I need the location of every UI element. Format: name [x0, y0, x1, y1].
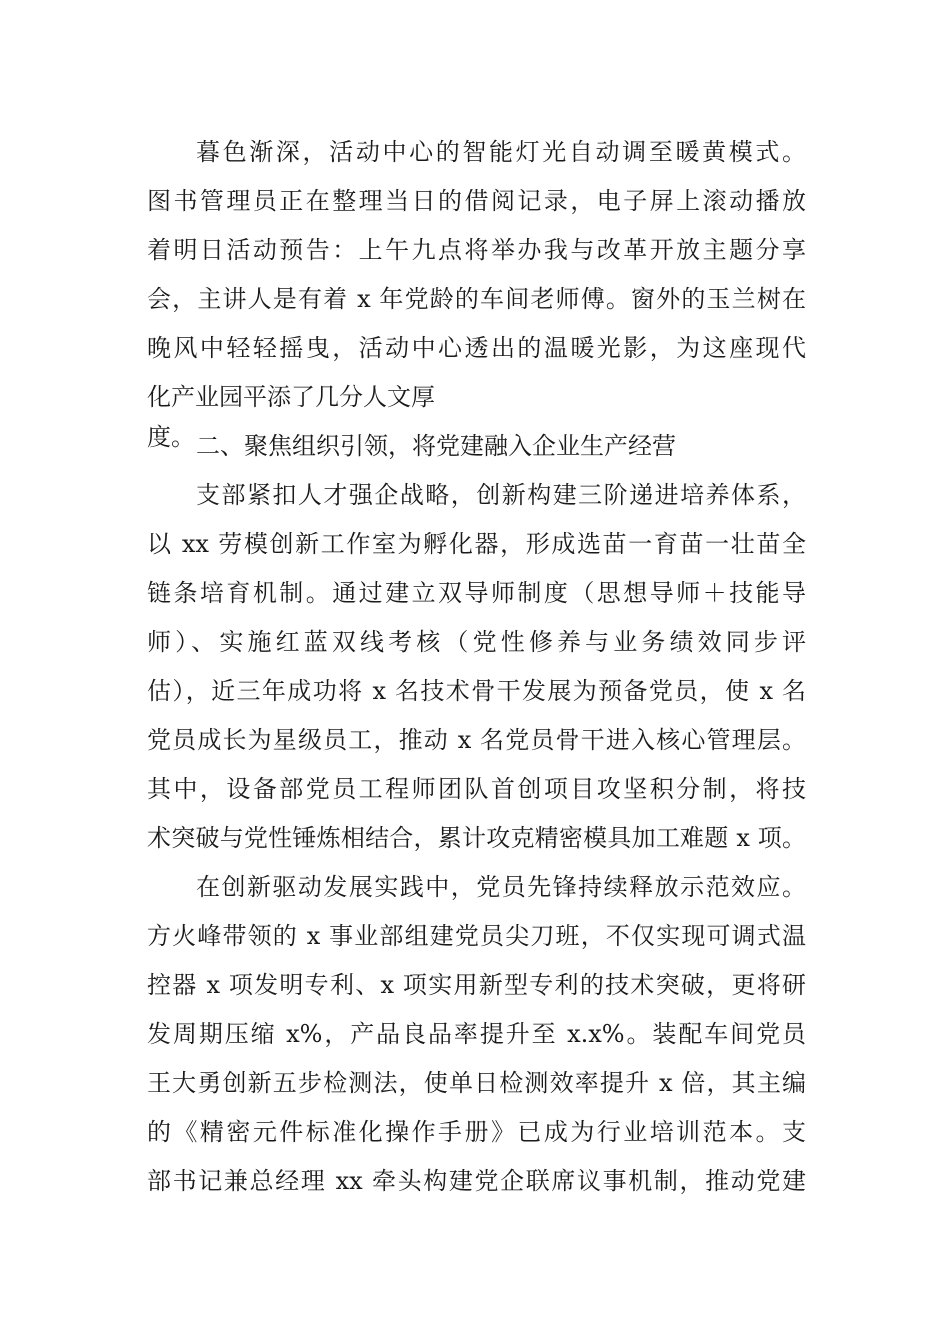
line-text: 发周期压缩 x%，产品良品率提升至 x.x%。装配车间党员 — [147, 1020, 806, 1048]
line-text: 的《精密元件标准化操作手册》已成为行业培训范本。支 — [147, 1118, 806, 1146]
line-text: 估），近三年成功将 x 名技术骨干发展为预备党员，使 x 名 — [147, 677, 806, 705]
line-text: 化产业园平添了几分人文厚度。 — [147, 383, 435, 451]
line-text: 着明日活动预告：上午九点将举办我与改革开放主题分享 — [147, 236, 806, 264]
line-text: 暮色渐深，活动中心的智能灯光自动调至暖黄模式。 — [196, 138, 806, 166]
paragraph-line — [0, 671, 950, 711]
paragraph-line — [0, 279, 950, 319]
paragraph-line — [0, 1161, 950, 1201]
paragraph-line — [0, 475, 950, 515]
paragraph-line — [0, 573, 950, 613]
paragraph-line — [0, 1112, 950, 1152]
paragraph-line — [0, 132, 950, 172]
line-text: 链条培育机制。通过建立双导师制度（思想导师＋技能导 — [147, 579, 806, 607]
line-text: 术突破与党性锤炼相结合，累计攻克精密模具加工难题 x 项。 — [147, 824, 806, 852]
paragraph-line — [0, 818, 950, 858]
paragraph-line — [0, 965, 950, 1005]
paragraph-line — [0, 1063, 950, 1103]
paragraph-line — [0, 867, 950, 907]
line-text: 其中，设备部党员工程师团队首创项目攻坚积分制，将技 — [147, 775, 806, 803]
section-heading — [0, 426, 950, 466]
paragraph-line — [0, 230, 950, 270]
heading-text: 二、聚焦组织引领，将党建融入企业生产经营 — [196, 432, 676, 460]
line-text: 晚风中轻轻摇曳，活动中心透出的温暖光影，为这座现代 — [147, 334, 806, 362]
line-text: 控器 x 项发明专利、x 项实用新型专利的技术突破，更将研 — [147, 971, 806, 999]
line-text: 部书记兼总经理 xx 牵头构建党企联席议事机制，推动党建 — [147, 1167, 806, 1195]
paragraph-line — [0, 181, 950, 221]
line-text: 支部紧扣人才强企战略，创新构建三阶递进培养体系， — [196, 481, 806, 509]
paragraph-line — [0, 720, 950, 760]
line-text: 会，主讲人是有着 x 年党龄的车间老师傅。窗外的玉兰树在 — [147, 285, 806, 313]
paragraph-line — [0, 916, 950, 956]
paragraph-line — [0, 769, 950, 809]
line-text: 以 xx 劳模创新工作室为孵化器，形成选苗一育苗一壮苗全 — [147, 530, 806, 558]
paragraph-line — [0, 524, 950, 564]
line-text: 图书管理员正在整理当日的借阅记录，电子屏上滚动播放 — [147, 187, 806, 215]
paragraph-line — [0, 1014, 950, 1054]
line-text: 在创新驱动发展实践中，党员先锋持续释放示范效应。 — [196, 873, 806, 901]
paragraph-line — [0, 328, 950, 368]
line-text: 师）、实施红蓝双线考核（党性修养与业务绩效同步评 — [147, 628, 806, 656]
line-text: 党员成长为星级员工，推动 x 名党员骨干进入核心管理层。 — [147, 726, 806, 754]
line-text: 王大勇创新五步检测法，使单日检测效率提升 x 倍，其主编 — [147, 1069, 806, 1097]
paragraph-line — [0, 622, 950, 662]
line-text: 方火峰带领的 x 事业部组建党员尖刀班，不仅实现可调式温 — [147, 922, 806, 950]
